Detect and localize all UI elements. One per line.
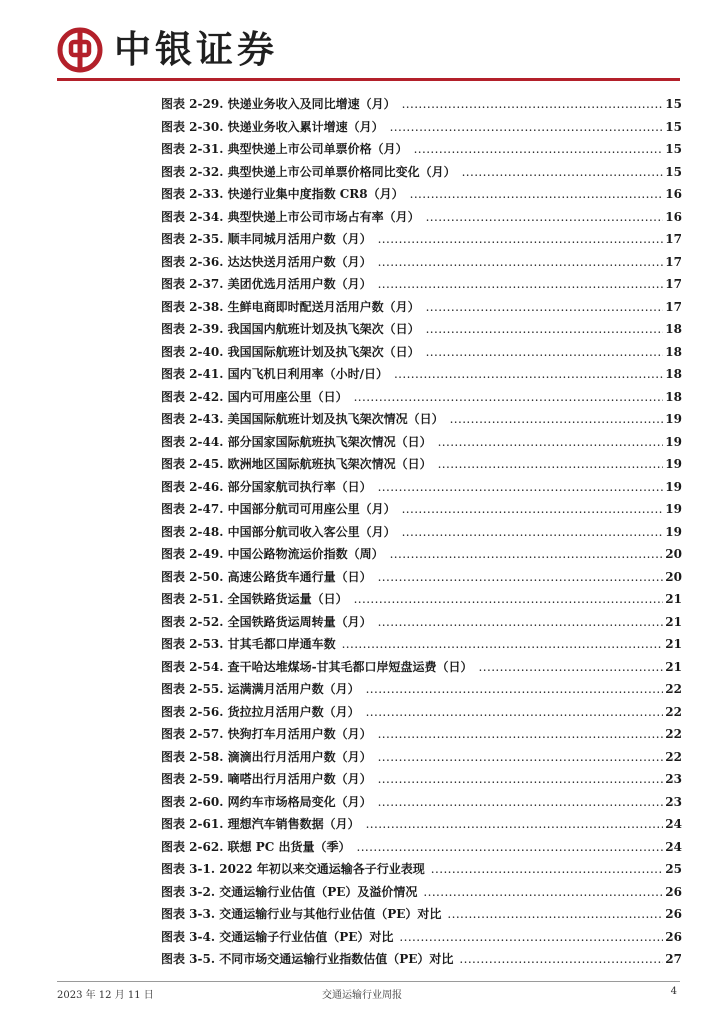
toc-entry[interactable] bbox=[161, 93, 682, 116]
toc-entry-page: 20 bbox=[665, 569, 682, 584]
toc-entry[interactable] bbox=[161, 228, 682, 251]
toc-entry-page: 17 bbox=[665, 299, 682, 314]
toc-entry-label: 图表 2-41. 国内飞机日利用率（小时/日） bbox=[161, 367, 388, 381]
toc-entry-page: 22 bbox=[665, 749, 682, 764]
toc-entry[interactable] bbox=[161, 543, 682, 566]
toc-entry-label: 图表 2-44. 部分国家国际航班执飞架次情况（日） bbox=[161, 434, 432, 449]
toc-dot-leader bbox=[479, 656, 664, 679]
toc-entry[interactable] bbox=[161, 341, 682, 364]
toc-dot-leader bbox=[366, 813, 664, 836]
toc-entry-page: 17 bbox=[665, 232, 682, 246]
toc-entry[interactable] bbox=[161, 903, 682, 926]
toc-dot-leader bbox=[378, 566, 664, 589]
toc-dot-leader bbox=[431, 858, 664, 881]
toc-entry-page: 15 bbox=[665, 97, 682, 111]
toc-entry-label: 图表 2-55. 运满满月活用户数（月） bbox=[161, 682, 360, 696]
toc-dot-leader bbox=[438, 431, 664, 454]
toc-entry-page: 19 bbox=[665, 412, 682, 426]
toc-dot-leader bbox=[378, 791, 664, 814]
toc-entry[interactable] bbox=[161, 453, 682, 476]
toc-entry[interactable] bbox=[161, 633, 682, 656]
toc-entry[interactable] bbox=[161, 521, 682, 544]
toc-entry-page: 26 bbox=[665, 884, 682, 899]
toc-entry-label: 图表 2-40. 我国国际航班计划及执飞架次（日） bbox=[161, 344, 420, 359]
toc-entry[interactable] bbox=[161, 318, 682, 341]
toc-entry-label: 图表 3-5. 不同市场交通运输行业指数估值（PE）对比 bbox=[161, 952, 454, 966]
toc-dot-leader bbox=[378, 611, 664, 634]
toc-dot-leader bbox=[394, 363, 663, 386]
toc-entry[interactable] bbox=[161, 813, 682, 836]
toc-entry-label: 图表 2-34. 典型快递上市公司市场占有率（月） bbox=[161, 209, 420, 224]
toc-dot-leader bbox=[426, 318, 664, 341]
toc-entry[interactable] bbox=[161, 881, 682, 904]
toc-entry[interactable] bbox=[161, 723, 682, 746]
toc-entry-page: 18 bbox=[665, 367, 682, 381]
toc-dot-leader bbox=[342, 633, 664, 656]
toc-dot-leader bbox=[366, 678, 664, 701]
toc-entry-page: 20 bbox=[665, 547, 682, 561]
toc-entry-label: 图表 2-52. 全国铁路货运周转量（月） bbox=[161, 614, 372, 629]
toc-entry-label: 图表 2-39. 我国国内航班计划及执飞架次（日） bbox=[161, 322, 420, 336]
toc-entry-page: 16 bbox=[665, 187, 682, 201]
toc-entry[interactable] bbox=[161, 498, 682, 521]
toc-entry[interactable] bbox=[161, 251, 682, 274]
toc-entry-label: 图表 2-53. 甘其毛都口岸通车数 bbox=[161, 637, 336, 651]
toc-entry-page: 17 bbox=[665, 277, 682, 291]
toc-entry[interactable] bbox=[161, 611, 682, 634]
toc-entry[interactable] bbox=[161, 768, 682, 791]
toc-entry-page: 21 bbox=[665, 592, 682, 606]
toc-entry-label: 图表 2-54. 查干哈达堆煤场-甘其毛都口岸短盘运费（日） bbox=[161, 659, 473, 674]
toc-dot-leader bbox=[378, 251, 664, 274]
footer-page-number: 4 bbox=[670, 986, 677, 997]
toc-entry[interactable] bbox=[161, 588, 682, 611]
toc-entry-page: 15 bbox=[665, 164, 682, 179]
toc-entry-label: 图表 2-32. 典型快递上市公司单票价格同比变化（月） bbox=[161, 164, 456, 179]
toc-entry-page: 18 bbox=[665, 389, 682, 404]
toc-dot-leader bbox=[426, 341, 664, 364]
toc-dot-leader bbox=[354, 386, 664, 409]
toc-dot-leader bbox=[378, 228, 664, 251]
toc-entry-page: 21 bbox=[665, 637, 682, 651]
toc-entry-page: 19 bbox=[665, 457, 682, 471]
toc-dot-leader bbox=[423, 881, 663, 904]
toc-dot-leader bbox=[357, 836, 664, 859]
toc-dot-leader bbox=[378, 476, 664, 499]
toc-entry[interactable] bbox=[161, 836, 682, 859]
toc-entry-label: 图表 2-49. 中国公路物流运价指数（周） bbox=[161, 547, 384, 561]
toc-entry[interactable] bbox=[161, 948, 682, 971]
toc-entry-page: 18 bbox=[665, 344, 682, 359]
toc-entry-label: 图表 2-60. 网约车市场格局变化（月） bbox=[161, 794, 372, 809]
figure-list bbox=[161, 93, 682, 971]
toc-dot-leader bbox=[366, 701, 664, 724]
toc-entry-page: 26 bbox=[665, 929, 682, 944]
toc-entry-page: 19 bbox=[665, 502, 682, 516]
toc-dot-leader bbox=[378, 746, 664, 769]
toc-entry-label: 图表 2-33. 快递行业集中度指数 CR8（月） bbox=[161, 187, 404, 201]
toc-entry-page: 24 bbox=[665, 817, 682, 831]
toc-entry-page: 18 bbox=[665, 322, 682, 336]
footer-date: 2023 年 12 月 11 日 bbox=[57, 990, 154, 1001]
toc-entry[interactable] bbox=[161, 566, 682, 589]
toc-entry-page: 17 bbox=[665, 254, 682, 269]
toc-entry-page: 19 bbox=[665, 434, 682, 449]
toc-entry-page: 19 bbox=[665, 524, 682, 539]
toc-entry-page: 23 bbox=[665, 772, 682, 786]
toc-entry-page: 27 bbox=[665, 952, 682, 966]
toc-entry-label: 图表 2-56. 货拉拉月活用户数（月） bbox=[161, 704, 360, 719]
toc-entry-label: 图表 3-3. 交通运输行业与其他行业估值（PE）对比 bbox=[161, 907, 442, 921]
toc-dot-leader bbox=[354, 588, 664, 611]
toc-entry[interactable] bbox=[161, 858, 682, 881]
toc-entry-page: 19 bbox=[665, 479, 682, 494]
header-divider bbox=[57, 78, 680, 81]
toc-entry-page: 15 bbox=[665, 142, 682, 156]
toc-entry-label: 图表 2-29. 快递业务收入及同比增速（月） bbox=[161, 97, 396, 111]
toc-entry[interactable] bbox=[161, 138, 682, 161]
toc-entry[interactable] bbox=[161, 363, 682, 386]
toc-entry[interactable] bbox=[161, 678, 682, 701]
toc-dot-leader bbox=[447, 903, 663, 926]
toc-entry-label: 图表 2-51. 全国铁路货运量（日） bbox=[161, 592, 348, 606]
toc-entry-label: 图表 2-47. 中国部分航司可用座公里（月） bbox=[161, 502, 396, 516]
toc-entry-page: 21 bbox=[665, 614, 682, 629]
page-header bbox=[0, 0, 724, 80]
toc-entry-label: 图表 2-59. 嘀嗒出行月活用户数（月） bbox=[161, 772, 372, 786]
toc-entry-label: 图表 2-50. 高速公路货车通行量（日） bbox=[161, 569, 372, 584]
toc-dot-leader bbox=[399, 926, 663, 949]
toc-dot-leader bbox=[378, 723, 664, 746]
toc-dot-leader bbox=[402, 521, 664, 544]
toc-entry[interactable] bbox=[161, 206, 682, 229]
toc-dot-leader bbox=[390, 116, 664, 139]
toc-entry[interactable] bbox=[161, 386, 682, 409]
toc-entry[interactable] bbox=[161, 746, 682, 769]
brand-name: 中银证券 bbox=[114, 28, 278, 71]
toc-dot-leader bbox=[402, 93, 664, 116]
toc-dot-leader bbox=[426, 296, 664, 319]
toc-entry-label: 图表 2-43. 美国国际航班计划及执飞架次情况（日） bbox=[161, 412, 444, 426]
toc-entry-label: 图表 2-48. 中国部分航司收入客公里（月） bbox=[161, 524, 396, 539]
toc-entry[interactable] bbox=[161, 431, 682, 454]
toc-dot-leader bbox=[438, 453, 664, 476]
toc-entry-page: 22 bbox=[665, 727, 682, 741]
toc-entry-label: 图表 2-38. 生鲜电商即时配送月活用户数（月） bbox=[161, 299, 420, 314]
toc-entry-label: 图表 2-35. 顺丰同城月活用户数（月） bbox=[161, 232, 372, 246]
toc-entry-page: 25 bbox=[665, 862, 682, 876]
toc-entry-label: 图表 3-4. 交通运输子行业估值（PE）对比 bbox=[161, 929, 394, 944]
toc-entry-label: 图表 2-30. 快递业务收入累计增速（月） bbox=[161, 119, 384, 134]
toc-entry-label: 图表 2-45. 欧洲地区国际航班执飞架次情况（日） bbox=[161, 457, 432, 471]
toc-entry-label: 图表 2-46. 部分国家航司执行率（日） bbox=[161, 479, 372, 494]
footer-divider bbox=[57, 981, 680, 982]
toc-entry-label: 图表 3-1. 2022 年初以来交通运输各子行业表现 bbox=[161, 862, 425, 876]
toc-entry[interactable] bbox=[161, 791, 682, 814]
toc-entry-page: 21 bbox=[665, 659, 682, 674]
toc-entry-page: 22 bbox=[665, 704, 682, 719]
toc-entry-label: 图表 2-36. 达达快送月活用户数（月） bbox=[161, 254, 372, 269]
toc-entry-label: 图表 3-2. 交通运输行业估值（PE）及溢价情况 bbox=[161, 884, 418, 899]
toc-entry-page: 16 bbox=[665, 209, 682, 224]
toc-dot-leader bbox=[450, 408, 664, 431]
toc-dot-leader bbox=[378, 768, 664, 791]
toc-entry[interactable] bbox=[161, 701, 682, 724]
toc-entry[interactable] bbox=[161, 161, 682, 184]
toc-entry[interactable] bbox=[161, 116, 682, 139]
toc-dot-leader bbox=[414, 138, 664, 161]
toc-entry[interactable] bbox=[161, 273, 682, 296]
toc-entry-label: 图表 2-42. 国内可用座公里（日） bbox=[161, 389, 348, 404]
toc-entry[interactable] bbox=[161, 476, 682, 499]
toc-entry-label: 图表 2-58. 滴滴出行月活用户数（月） bbox=[161, 749, 372, 764]
toc-dot-leader bbox=[378, 273, 664, 296]
toc-entry-label: 图表 2-61. 理想汽车销售数据（月） bbox=[161, 817, 360, 831]
toc-dot-leader bbox=[410, 183, 664, 206]
toc-dot-leader bbox=[459, 948, 663, 971]
footer-report-title: 交通运输行业周报 bbox=[322, 990, 402, 1001]
toc-dot-leader bbox=[390, 543, 664, 566]
toc-entry-page: 26 bbox=[665, 907, 682, 921]
toc-dot-leader bbox=[426, 206, 664, 229]
toc-entry[interactable] bbox=[161, 926, 682, 949]
toc-entry[interactable] bbox=[161, 408, 682, 431]
toc-entry[interactable] bbox=[161, 183, 682, 206]
bank-of-china-logo-icon bbox=[57, 27, 103, 73]
toc-entry-label: 图表 2-57. 快狗打车月活用户数（月） bbox=[161, 727, 372, 741]
toc-entry[interactable] bbox=[161, 656, 682, 679]
toc-entry-page: 22 bbox=[665, 682, 682, 696]
toc-dot-leader bbox=[462, 161, 664, 184]
toc-entry-page: 23 bbox=[665, 794, 682, 809]
toc-entry-label: 图表 2-37. 美团优选月活用户数（月） bbox=[161, 277, 372, 291]
toc-dot-leader bbox=[402, 498, 664, 521]
toc-entry[interactable] bbox=[161, 296, 682, 319]
toc-entry-label: 图表 2-31. 典型快递上市公司单票价格（月） bbox=[161, 142, 408, 156]
toc-entry-page: 24 bbox=[665, 839, 682, 854]
toc-entry-page: 15 bbox=[665, 119, 682, 134]
toc-entry-label: 图表 2-62. 联想 PC 出货量（季） bbox=[161, 839, 351, 854]
